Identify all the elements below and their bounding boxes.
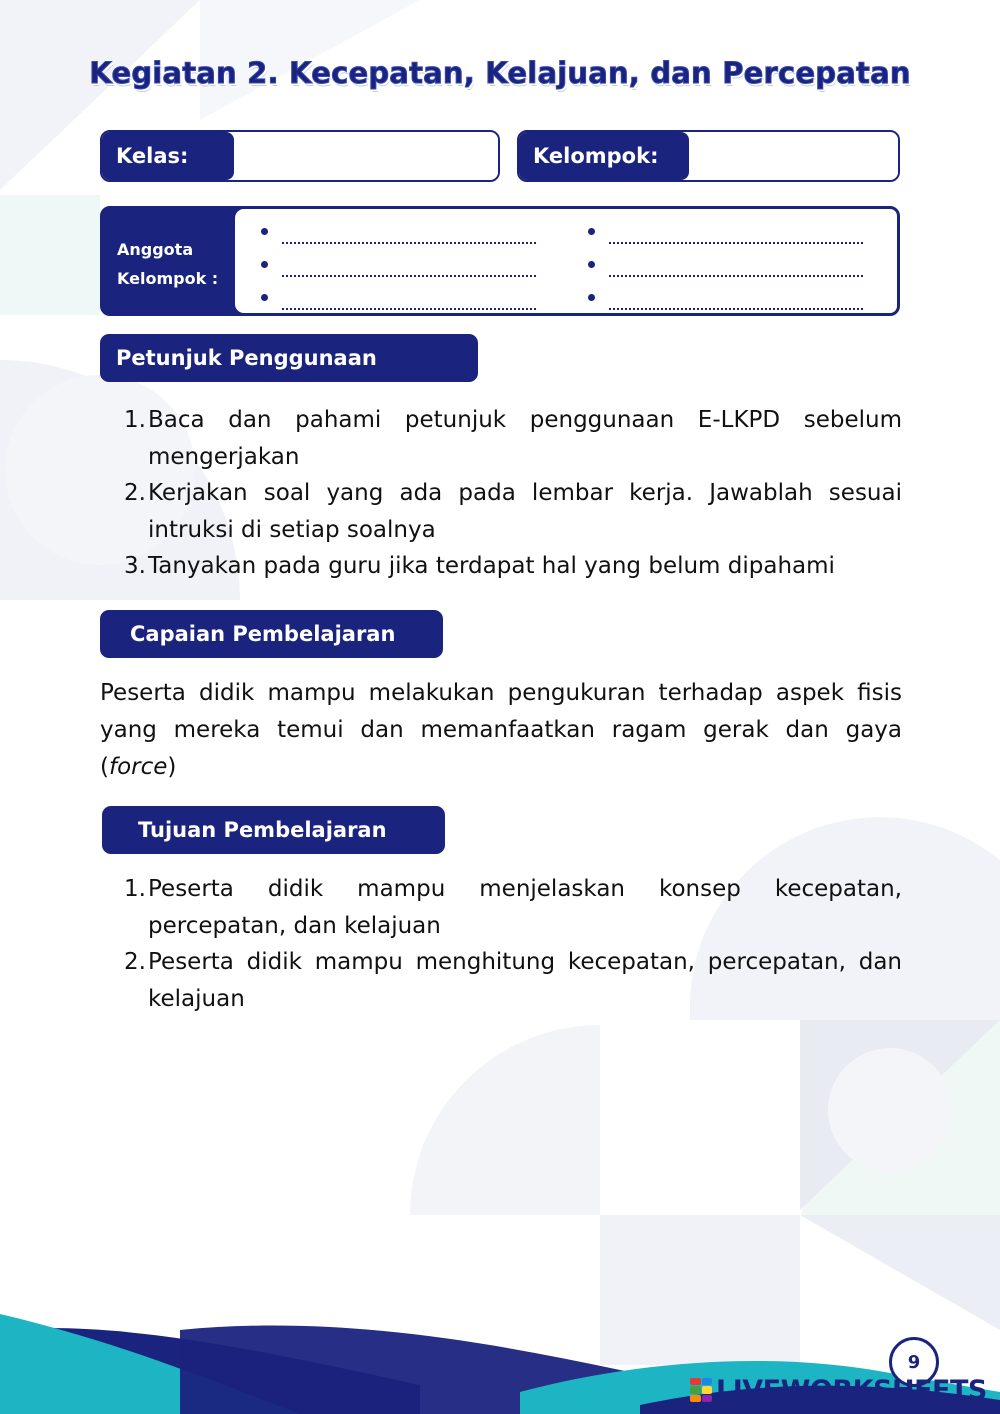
list-item: 2. Kerjakan soal yang ada pada lembar kerja. Jawablah sesuai intruksi di setiap soalnya [124, 480, 902, 543]
anggota-entry[interactable] [261, 285, 536, 316]
dotted-answer-line [609, 294, 863, 310]
capaian-heading: Capaian Pembelajaran [100, 610, 443, 658]
anggota-column-right [588, 219, 863, 316]
anggota-entry[interactable] [261, 252, 536, 285]
kelompok-label: Kelompok: [519, 132, 689, 180]
tujuan-list [100, 871, 902, 1017]
bullet-icon [261, 294, 268, 301]
bullet-icon [588, 261, 595, 268]
dotted-answer-line [282, 294, 536, 310]
bullet-icon [588, 294, 595, 301]
liveworksheets-brand[interactable] [690, 1375, 987, 1405]
kelas-label: Kelas: [102, 132, 234, 180]
tujuan-heading: Tujuan Pembelajaran [102, 806, 445, 854]
anggota-label: Anggota Kelompok : [117, 240, 219, 288]
anggota-input-area [235, 209, 897, 313]
list-item: 3. Tanyakan pada guru jika terdapat hal yang belum dipahami [124, 553, 835, 579]
kelas-field [100, 130, 500, 182]
dotted-answer-line [609, 228, 863, 244]
bullet-icon [588, 228, 595, 235]
bullet-icon [261, 228, 268, 235]
page-title: Kegiatan 2. Kecepatan, Kelajuan, dan Percepatan [89, 56, 911, 90]
anggota-entry[interactable] [588, 285, 863, 316]
dotted-answer-line [282, 261, 536, 277]
anggota-entry[interactable] [261, 219, 536, 252]
petunjuk-heading: Petunjuk Penggunaan [100, 334, 478, 382]
page-number: 9 [889, 1337, 939, 1387]
list-item: 1. Peserta didik mampu menjelaskan konsep kecepatan, percepatan, dan kelajuan [124, 876, 902, 939]
dotted-answer-line [609, 261, 863, 277]
anggota-entry[interactable] [588, 219, 863, 252]
anggota-kelompok-box [100, 206, 900, 316]
dotted-answer-line [282, 228, 536, 244]
kelompok-input[interactable] [689, 132, 898, 180]
kelompok-field [517, 130, 900, 182]
petunjuk-list [100, 402, 902, 585]
bullet-icon [261, 261, 268, 268]
anggota-entry[interactable] [588, 252, 863, 285]
list-item: 1. Baca dan pahami petunjuk penggunaan E-LKPD sebelum mengerjakan [124, 407, 902, 470]
brand-text: LIVEWORKSHEETS [716, 1374, 987, 1406]
liveworksheets-logo-icon [690, 1378, 712, 1402]
list-item: 2. Peserta didik mampu menghitung kecepatan, percepatan, dan kelajuan [124, 949, 902, 1012]
capaian-text: Peserta didik mampu melakukan pengukuran terhadap aspek fisis yang mereka temui dan memanfaatkan ragam gerak dan gaya (force) [100, 680, 902, 780]
anggota-column-left [261, 219, 536, 316]
kelas-input[interactable] [234, 132, 498, 180]
